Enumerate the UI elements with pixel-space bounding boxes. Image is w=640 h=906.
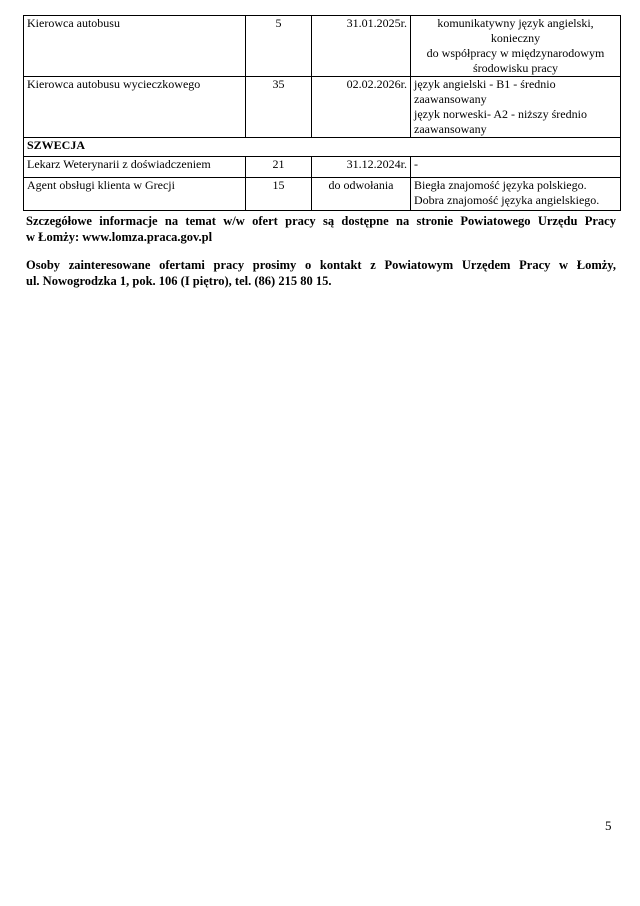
count-cell: 35 (246, 77, 312, 138)
position-cell: Kierowca autobusu (24, 16, 246, 77)
requirement-line: do współpracy w międzynarodowym (426, 46, 605, 60)
table-row (24, 178, 621, 211)
count-cell: 21 (246, 157, 312, 178)
details-line: Szczegółowe informacje na temat w/w ofert pracy są dostępne na stronie Powiatowego Urzędu Pracy (26, 214, 616, 228)
contact-line: Osoby zainteresowane ofertami pracy prosimy o kontakt z Powiatowym Urzędem Pracy w Łomży, (26, 258, 616, 272)
requirements-cell (411, 178, 621, 211)
requirement-line: zaawansowany (414, 122, 487, 136)
deadline-cell: 02.02.2026r. (312, 77, 411, 138)
page-number: 5 (605, 818, 612, 833)
requirements-cell (411, 77, 621, 138)
details-line: w Łomży: www.lomza.praca.gov.pl (26, 230, 213, 244)
requirement-line: środowisku pracy (473, 61, 558, 75)
position-cell: Agent obsługi klienta w Grecji (24, 178, 246, 211)
contact-paragraph (26, 257, 616, 289)
position-cell: Kierowca autobusu wycieczkowego (24, 77, 246, 138)
table-row (24, 157, 621, 178)
requirement-line: komunikatywny język angielski, konieczny (437, 16, 594, 45)
count-cell: 5 (246, 16, 312, 77)
position-cell: Lekarz Weterynarii z doświadczeniem (24, 157, 246, 178)
deadline-cell: 31.12.2024r. (312, 157, 411, 178)
requirement-line: język norweski- A2 - niższy średnio (414, 107, 587, 121)
requirement-line: - (414, 157, 418, 171)
requirements-cell (411, 16, 621, 77)
country-header-row (24, 138, 621, 157)
country-header: SZWECJA (24, 138, 621, 157)
requirement-line: Dobra znajomość języka angielskiego. (414, 193, 600, 207)
table-row (24, 77, 621, 138)
requirement-line: zaawansowany (414, 92, 487, 106)
table-row (24, 16, 621, 77)
details-paragraph (26, 213, 616, 245)
job-offers-table (23, 15, 621, 211)
count-cell: 15 (246, 178, 312, 211)
requirement-line: język angielski - B1 - średnio (414, 77, 556, 91)
deadline-cell: 31.01.2025r. (312, 16, 411, 77)
deadline-cell: do odwołania (312, 178, 411, 211)
requirements-cell (411, 157, 621, 178)
contact-line: ul. Nowogrodzka 1, pok. 106 (I piętro), tel. (86) 215 80 15. (26, 274, 332, 288)
requirement-line: Biegła znajomość języka polskiego. (414, 178, 587, 192)
